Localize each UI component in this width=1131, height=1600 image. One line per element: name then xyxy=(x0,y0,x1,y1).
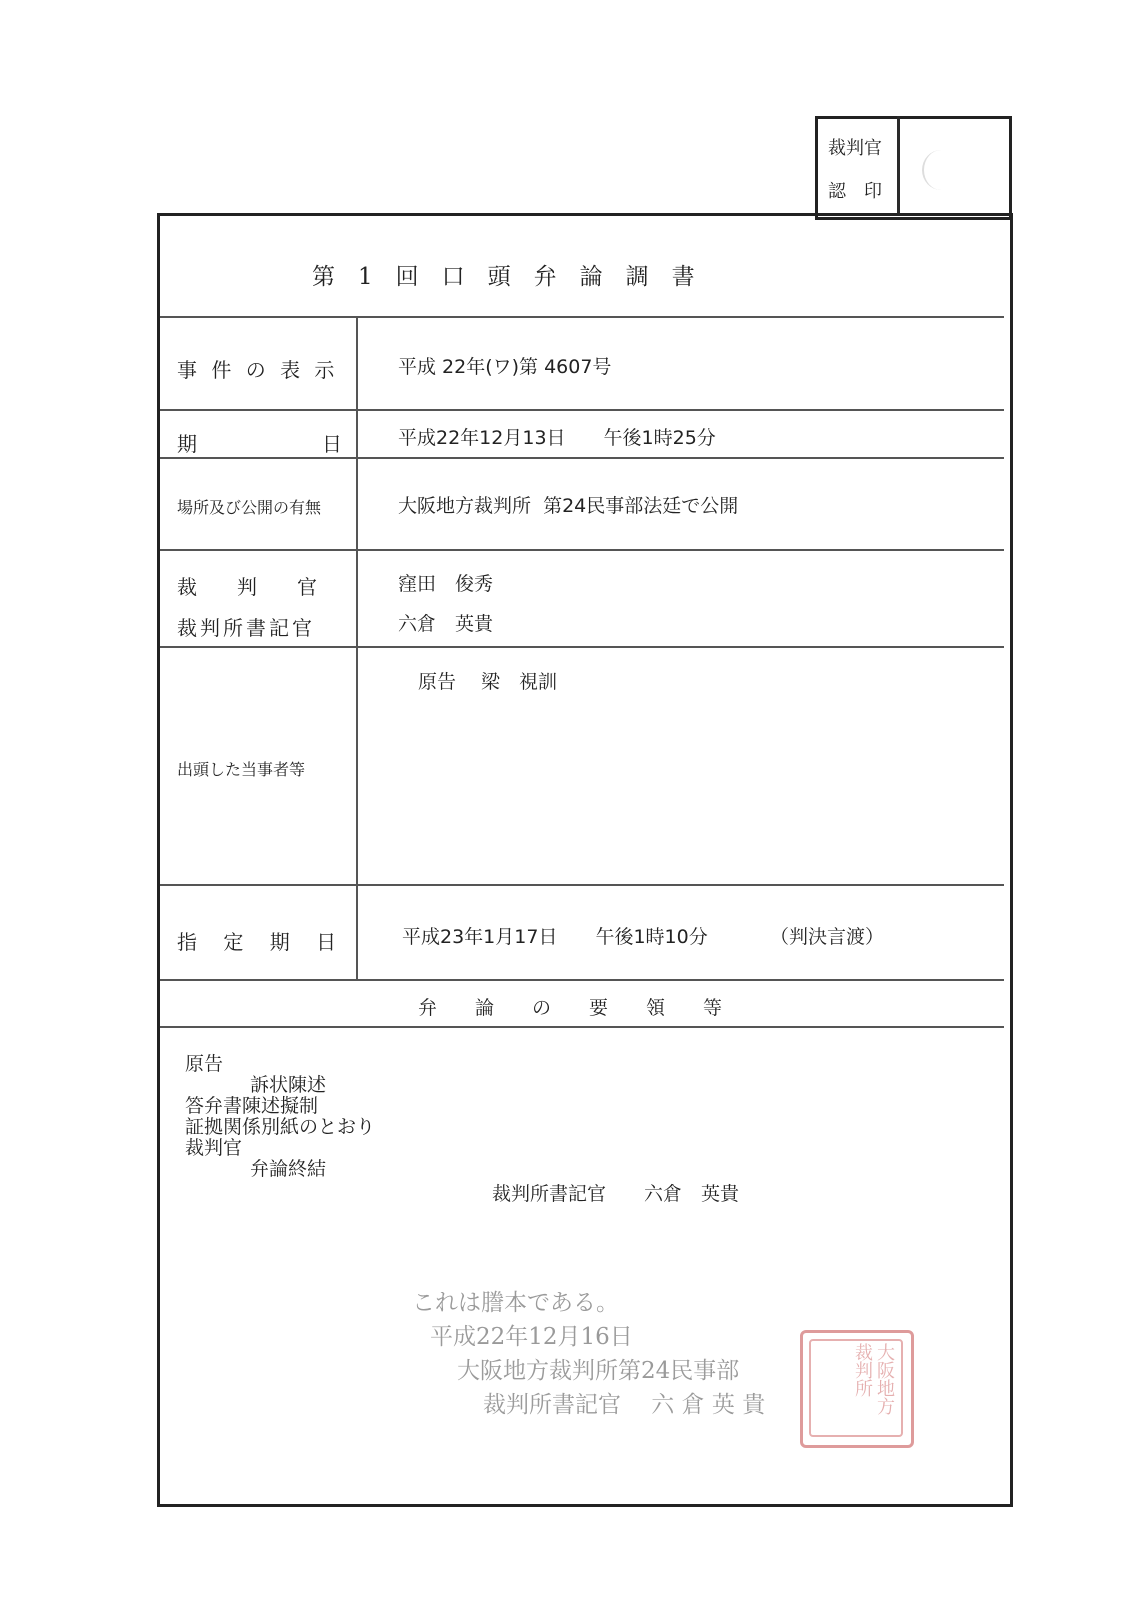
row-divider xyxy=(160,457,1004,459)
row-divider xyxy=(160,549,1004,551)
proceedings-line: 弁論終結 xyxy=(250,1158,327,1180)
next-date-value: 平成23年1月17日 午後1時10分 xyxy=(402,926,708,948)
approval-label-judge: 裁判官 xyxy=(828,138,882,159)
proceedings-line: 証拠関係別紙のとおり xyxy=(185,1116,376,1138)
clerk-label: 裁判所書記官 xyxy=(177,616,315,640)
approval-box-divider xyxy=(897,116,900,216)
next-date-note: （判決言渡） xyxy=(770,926,885,948)
date-label-left: 期 xyxy=(177,432,197,456)
case-label: 事 件 の 表 示 xyxy=(177,358,339,382)
clerk-signature: 裁判所書記官 六倉 英貴 xyxy=(492,1183,740,1205)
parties-value: 原告 梁 視訓 xyxy=(418,671,558,693)
proceedings-line: 訴状陳述 xyxy=(250,1074,327,1096)
approval-box xyxy=(815,116,1012,220)
court-seal-glyphs: 大阪地方裁判所 xyxy=(852,1343,895,1415)
next-date-label: 指 定 期 日 xyxy=(177,930,337,954)
place-label: 場所及び公開の有無 xyxy=(177,498,322,517)
certification-clerk: 裁判所書記官 六 倉 英 貴 xyxy=(483,1392,766,1418)
judge-label: 裁 判 官 xyxy=(177,575,317,599)
approval-label-seal: 認 印 xyxy=(828,181,882,202)
parties-label: 出頭した当事者等 xyxy=(177,760,306,779)
approval-seal-mark xyxy=(922,150,960,190)
hearing-date: 平成22年12月13日 午後1時25分 xyxy=(398,427,716,449)
date-label-right: 日 xyxy=(322,432,342,456)
row-divider xyxy=(160,884,1004,886)
row-divider xyxy=(160,979,1004,981)
label-column-divider xyxy=(356,316,358,980)
certification-line: これは謄本である。 xyxy=(412,1290,619,1316)
judge-name: 窪田 俊秀 xyxy=(398,573,494,595)
row-divider xyxy=(160,409,1004,411)
certification-court: 大阪地方裁判所第24民事部 xyxy=(457,1358,740,1384)
proceedings-line: 裁判官 xyxy=(185,1137,243,1159)
row-divider xyxy=(160,646,1004,648)
document-title: 第 1 回 口 頭 弁 論 調 書 xyxy=(312,264,695,290)
row-divider xyxy=(160,1026,1004,1028)
proceedings-line: 答弁書陳述擬制 xyxy=(185,1095,319,1117)
certification-date: 平成22年12月16日 xyxy=(430,1324,633,1350)
clerk-name: 六倉 英貴 xyxy=(398,613,494,635)
court-seal xyxy=(800,1330,914,1448)
place-value: 大阪地方裁判所 第24民事部法廷で公開 xyxy=(398,495,739,517)
proceedings-line: 原告 xyxy=(185,1053,224,1075)
row-divider xyxy=(160,316,1004,318)
case-number: 平成 22年(ワ)第 4607号 xyxy=(398,356,612,378)
section-header: 弁 論 の 要 領 等 xyxy=(418,997,723,1019)
